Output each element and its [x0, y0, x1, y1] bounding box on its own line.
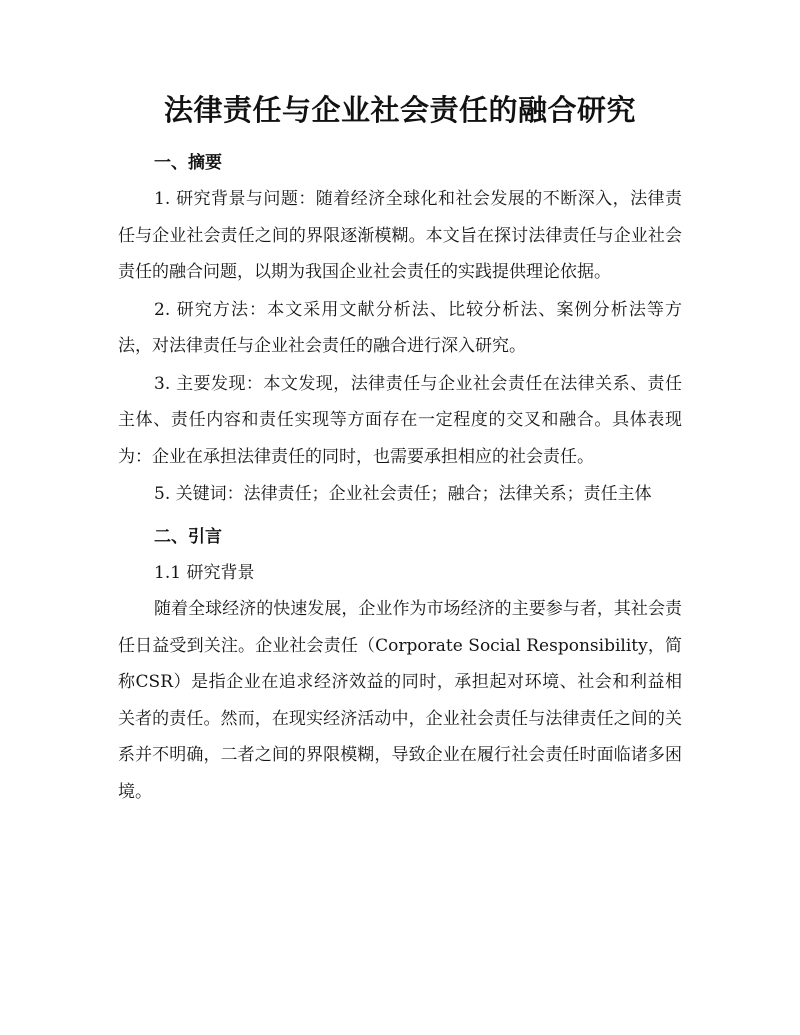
abstract-item-keywords: 5. 关键词：法律责任；企业社会责任；融合；法律关系；责任主体 [154, 484, 652, 504]
abstract-item-background: 1. 研究背景与问题：随着经济全球化和社会发展的不断深入，法律责任与企业社会责任之间的界限逐渐模糊。本文旨在探讨法律责任与企业社会责任的融合问题，以期为我国企业社会责任的实践提供理论依据。 [118, 189, 682, 282]
document-body [118, 145, 682, 811]
abstract-item-method: 2. 研究方法：本文采用文献分析法、比较分析法、案例分析法等方法，对法律责任与企业社会责任的融合进行深入研究。 [118, 299, 682, 356]
abstract-item-findings: 3. 主要发现：本文发现，法律责任与企业社会责任在法律关系、责任主体、责任内容和责任实现等方面存在一定程度的交叉和融合。具体表现为：企业在承担法律责任的同时，也需要承担相应的社会责任。 [118, 373, 682, 467]
subsection-heading-background: 1.1 研究背景 [154, 562, 255, 583]
section-heading-introduction: 二、引言 [154, 526, 222, 547]
section-heading-abstract: 一、摘要 [154, 153, 222, 173]
introduction-paragraph: 随着全球经济的快速发展，企业作为市场经济的主要参与者，其社会责任日益受到关注。企业社会责任（Corporate Social Responsibility，简称CSR）是指企业在追求经济效益的同时，承担起对环境、社会和利益相关者的责任。然而，在现实经济活动中，企业社会责任与法律责任之间的关系并不明确，二者之间的界限模糊，导致企业在履行社会责任时面临诸多困境。 [118, 599, 682, 802]
document-title: 法律责任与企业社会责任的融合研究 [163, 93, 636, 127]
